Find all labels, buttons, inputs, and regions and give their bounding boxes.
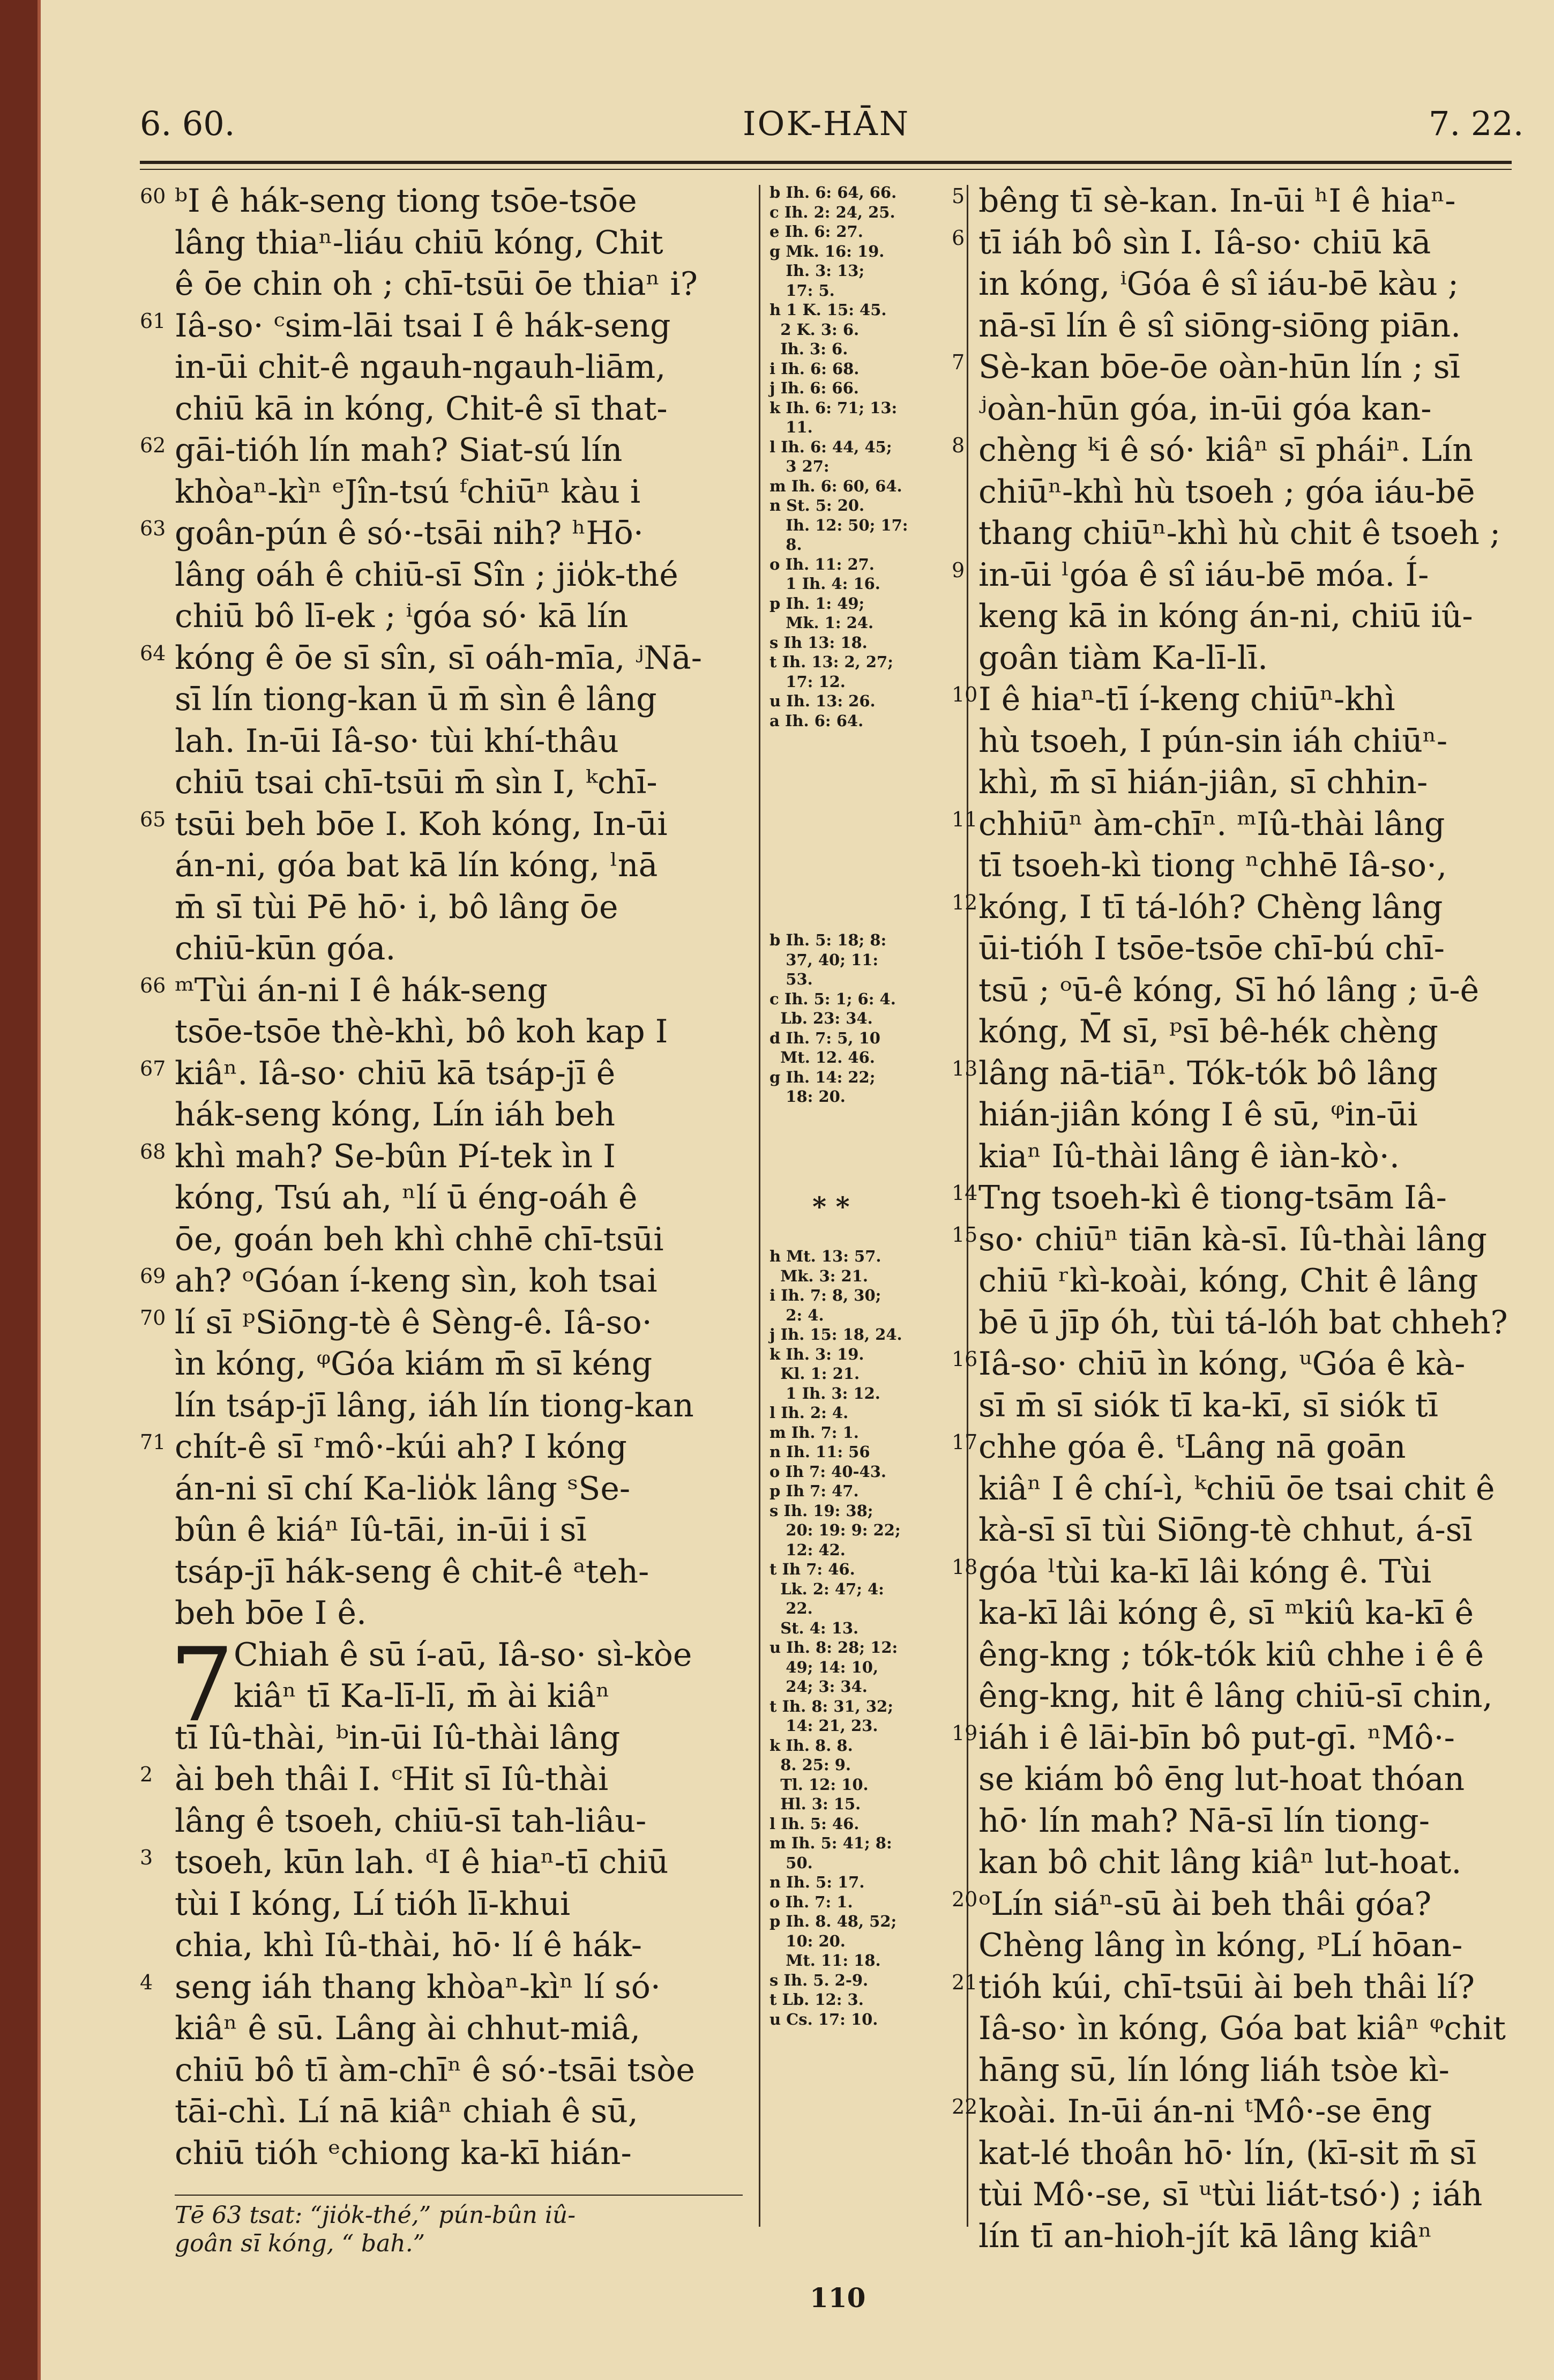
cross-reference: 14: 21, 23. bbox=[769, 1717, 878, 1735]
text-line: kiâⁿ. Iâ-so· chiū kā tsáp-jī ê bbox=[175, 1054, 616, 1092]
text-line: tsūi beh bōe I. Koh kóng, In-ūi bbox=[175, 805, 668, 843]
verse-number: 20 bbox=[952, 1887, 978, 1911]
cross-reference: Mt. 11: 18. bbox=[769, 1951, 881, 1969]
text-line: ìn kóng, ᵠGóa kiám m̄ sī kéng bbox=[175, 1345, 653, 1383]
text-line: bē ū jīp óh, tùi tá-lóh bat chheh? bbox=[978, 1303, 1508, 1341]
book-title: IOK-HĀN bbox=[743, 104, 910, 143]
header-rule-thin bbox=[140, 169, 1512, 170]
cross-reference: m Ih. 5: 41; 8: bbox=[769, 1834, 892, 1852]
text-line: in kóng, ⁱGóa ê sî iáu-bē kàu ; bbox=[978, 265, 1459, 303]
cross-reference: Lk. 2: 47; 4: bbox=[769, 1579, 884, 1598]
text-line: ài beh thâi I. ᶜHit sī Iû-thài bbox=[175, 1760, 609, 1798]
verse-number: 17 bbox=[952, 1430, 978, 1454]
text-line: chia, khì Iû-thài, hō· lí ê hák- bbox=[175, 1927, 642, 1964]
bible-page bbox=[38, 0, 1554, 2380]
text-line: lâng thiaⁿ-liáu chiū kóng, Chit bbox=[175, 223, 663, 262]
text-line: Iâ-so· ìn kóng, Góa bat kiâⁿ ᵠchit bbox=[978, 2010, 1506, 2047]
text-line: Iâ-so· chiū ìn kóng, ᵘGóa ê kà- bbox=[978, 1345, 1466, 1383]
cross-reference: Lb. 23: 34. bbox=[769, 1009, 873, 1027]
cross-reference: p Ih 7: 47. bbox=[769, 1482, 859, 1500]
verse-number: 15 bbox=[952, 1222, 978, 1247]
cross-reference: t Ih. 8: 31, 32; bbox=[769, 1697, 893, 1715]
cross-reference: 2 K. 3: 6. bbox=[769, 320, 860, 339]
text-line: Chèng lâng ìn kóng, ᵖLí hōan- bbox=[978, 1927, 1463, 1964]
text-line: seng iáh thang khòaⁿ-kìⁿ lí só· bbox=[175, 1968, 661, 2006]
cross-reference: u Cs. 17: 10. bbox=[769, 2010, 878, 2028]
verse-number: 71 bbox=[140, 1430, 166, 1454]
header-right-reference: 7. 22. bbox=[1429, 104, 1524, 143]
cross-reference: 53. bbox=[769, 970, 813, 988]
column-divider-right bbox=[967, 185, 968, 2227]
cross-reference: 1 Ih. 4: 16. bbox=[769, 575, 880, 593]
cross-reference: b Ih. 5: 18; 8: bbox=[769, 931, 887, 949]
cross-reference: 49; 14: 10, bbox=[769, 1658, 879, 1676]
text-line: chiū tsai chī-tsūi m̄ sìn I, ᵏchī- bbox=[175, 764, 658, 801]
verse-number: 60 bbox=[140, 184, 166, 208]
cross-reference: l Ih. 6: 44, 45; bbox=[769, 437, 892, 456]
text-line: tī iáh bô sìn I. Iâ-so· chiū kā bbox=[978, 223, 1431, 262]
chapter-number: 7 bbox=[169, 1626, 234, 1744]
text-line: keng kā in kóng án-ni, chiū iû- bbox=[978, 598, 1473, 635]
verse-number: 9 bbox=[952, 558, 965, 582]
verse-number: 14 bbox=[952, 1181, 978, 1205]
cross-reference: n Ih. 5: 17. bbox=[769, 1873, 865, 1891]
verse-number: 16 bbox=[952, 1347, 978, 1371]
verse-number: 67 bbox=[140, 1056, 166, 1080]
text-line: lí sī ᵖSiōng-tè ê Sèng-ê. Iâ-so· bbox=[175, 1303, 652, 1341]
text-line: hāng sū, lín lóng liáh tsòe kì- bbox=[978, 2051, 1450, 2089]
cross-reference: u Ih. 13: 26. bbox=[769, 692, 876, 710]
text-line: kóng ê ōe sī sîn, sī oáh-mīa, ʲNā- bbox=[175, 639, 702, 677]
cross-reference: St. 4: 13. bbox=[769, 1618, 859, 1637]
cross-reference: o Ih 7: 40-43. bbox=[769, 1462, 887, 1481]
cross-reference: Hl. 3: 15. bbox=[769, 1795, 861, 1813]
text-line: tsáp-jī hák-seng ê chit-ê ᵃteh- bbox=[175, 1553, 649, 1591]
header-left-reference: 6. 60. bbox=[140, 104, 235, 143]
cross-reference: u Ih. 8: 28; 12: bbox=[769, 1638, 898, 1657]
cross-reference: n St. 5: 20. bbox=[769, 496, 865, 514]
cross-reference: 37, 40; 11: bbox=[769, 950, 879, 969]
cross-reference: h 1 K. 15: 45. bbox=[769, 301, 887, 319]
cross-reference: 24; 3: 34. bbox=[769, 1677, 868, 1696]
cross-reference: 17: 5. bbox=[769, 281, 835, 300]
verse-number: 4 bbox=[140, 1970, 153, 1994]
cross-reference: Ih. 3: 13; bbox=[769, 262, 865, 280]
cross-reference: Ih. 12: 50; 17: bbox=[769, 516, 908, 534]
text-line: chiū-kūn góa. bbox=[175, 930, 396, 967]
cross-reference: 18: 20. bbox=[769, 1087, 846, 1106]
cross-reference: Mk. 1: 24. bbox=[769, 614, 874, 632]
text-line: ūi-tióh I tsōe-tsōe chī-bú chī- bbox=[978, 930, 1445, 967]
verse-number: 63 bbox=[140, 517, 166, 540]
text-line: nā-sī lín ê sî siōng-siōng piān. bbox=[978, 307, 1461, 345]
cross-reference: t Lb. 12: 3. bbox=[769, 1990, 864, 2009]
cross-reference: 10: 20. bbox=[769, 1931, 846, 1950]
text-line: so· chiūⁿ tiān kà-sī. Iû-thài lâng bbox=[978, 1220, 1487, 1258]
text-line: hō· lín mah? Nā-sī lín tiong- bbox=[978, 1802, 1430, 1840]
text-line: ᵇI ê hák-seng tiong tsōe-tsōe bbox=[175, 182, 637, 220]
text-line: khì mah? Se-bûn Pí-tek ìn I bbox=[175, 1137, 616, 1175]
verse-number: 66 bbox=[140, 973, 166, 997]
cross-reference: h Mt. 13: 57. bbox=[769, 1247, 881, 1265]
text-line: tsōe-tsōe thè-khì, bô koh kap I bbox=[175, 1013, 668, 1050]
text-line: Chiah ê sū í-aū, Iâ-so· sì-kòe bbox=[234, 1636, 692, 1674]
text-line: chiū bô tī àm-chīⁿ ê só·-tsāi tsòe bbox=[175, 2051, 695, 2089]
text-line: tùi Mô·-se, sī ᵘtùi liát-tsó·) ; iáh bbox=[978, 2176, 1483, 2213]
text-line: chiū kā in kóng, Chit-ê sī that- bbox=[175, 390, 668, 428]
verse-number: 18 bbox=[952, 1555, 978, 1579]
verse-number: 6 bbox=[952, 226, 965, 250]
text-line: kat-lé thoân hō· lín, (kī-sit m̄ sī bbox=[978, 2134, 1477, 2172]
text-line: ᵐTùi án-ni I ê hák-seng bbox=[175, 971, 548, 1009]
verse-number: 13 bbox=[952, 1056, 978, 1080]
cross-reference: 2: 4. bbox=[769, 1305, 824, 1324]
text-line: chiū bô lī-ek ; ⁱgóa só· kā lín bbox=[175, 598, 629, 635]
cross-reference: k Ih. 6: 71; 13: bbox=[769, 398, 898, 417]
text-line: hù tsoeh, I pún-sin iáh chiūⁿ- bbox=[978, 722, 1448, 760]
verse-number: 12 bbox=[952, 890, 978, 914]
cross-reference: Kl. 1: 21. bbox=[769, 1364, 860, 1383]
verse-number: 70 bbox=[140, 1305, 166, 1330]
text-line: tsoeh, kūn lah. ᵈI ê hiaⁿ-tī chiū bbox=[175, 1844, 669, 1881]
text-line: án-ni, góa bat kā lín kóng, ˡnā bbox=[175, 847, 658, 884]
text-line: lín tī an-hioh-jít kā lâng kiâⁿ bbox=[978, 2217, 1432, 2255]
text-line: ʲoàn-hūn góa, in-ūi góa kan- bbox=[978, 390, 1432, 428]
text-line: lín tsáp-jī lâng, iáh lín tiong-kan bbox=[175, 1386, 694, 1424]
cross-reference: 20: 19: 9: 22; bbox=[769, 1521, 901, 1539]
text-line: khì, m̄ sī hián-jiân, sī chhin- bbox=[978, 764, 1428, 801]
text-line: tùi I kóng, Lí tióh lī-khui bbox=[175, 1885, 571, 1923]
cross-reference: d Ih. 7: 5, 10 bbox=[769, 1028, 880, 1047]
text-line: lâng ê tsoeh, chiū-sī tah-liâu- bbox=[175, 1802, 647, 1840]
text-line: ōe, goán beh khì chhē chī-tsūi bbox=[175, 1220, 664, 1258]
text-line: iáh i ê lāi-bīn bô put-gī. ⁿMô·- bbox=[978, 1719, 1455, 1757]
cross-reference: g Ih. 14: 22; bbox=[769, 1068, 876, 1086]
text-line: bûn ê kiáⁿ Iû-tāi, in-ūi i sī bbox=[175, 1511, 587, 1549]
verse-number: 5 bbox=[952, 184, 965, 208]
footnote-line-2: goân sī kóng, “ bah.” bbox=[175, 2230, 425, 2257]
cross-reference: b Ih. 6: 64, 66. bbox=[769, 183, 897, 202]
text-line: m̄ sī tùi Pē hō· i, bô lâng ōe bbox=[175, 888, 618, 926]
text-line: tī tsoeh-kì tiong ⁿchhē Iâ-so·, bbox=[978, 847, 1447, 884]
column-divider-left bbox=[759, 185, 760, 2227]
text-line: kiaⁿ Iû-thài lâng ê iàn-kò·. bbox=[978, 1137, 1400, 1175]
verse-number: 19 bbox=[952, 1721, 978, 1745]
text-line: chít-ê sī ʳmô·-kúi ah? I kóng bbox=[175, 1428, 627, 1466]
verse-number: 2 bbox=[140, 1763, 153, 1786]
cross-reference: j Ih. 6: 66. bbox=[769, 379, 859, 397]
header-rule bbox=[140, 161, 1512, 164]
verse-number: 61 bbox=[140, 309, 166, 333]
text-line: lâng nā-tiāⁿ. Tók-tók bô lâng bbox=[978, 1054, 1438, 1092]
text-line: sī m̄ sī siók tī ka-kī, sī siók tī bbox=[978, 1386, 1438, 1424]
cross-reference: 22. bbox=[769, 1599, 813, 1617]
cross-reference: c Ih. 2: 24, 25. bbox=[769, 203, 895, 221]
text-line: gāi-tióh lín mah? Siat-sú lín bbox=[175, 431, 623, 469]
cross-reference: Mk. 3: 21. bbox=[769, 1266, 869, 1285]
text-line: kiâⁿ tī Ka-lī-lī, m̄ ài kiâⁿ bbox=[234, 1677, 610, 1715]
cross-reference: i Ih. 7: 8, 30; bbox=[769, 1286, 881, 1304]
text-line: hák-seng kóng, Lín iáh beh bbox=[175, 1096, 616, 1133]
text-line: kiâⁿ I ê chí-ì, ᵏchiū ōe tsai chit ê bbox=[978, 1469, 1495, 1508]
cross-reference: k Ih. 8. 8. bbox=[769, 1736, 853, 1755]
text-line: Tng tsoeh-kì ê tiong-tsām Iâ- bbox=[978, 1179, 1447, 1217]
cross-reference: 12: 42. bbox=[769, 1540, 846, 1559]
text-line: goân-pún ê só·-tsāi nih? ʰHō· bbox=[175, 514, 644, 552]
text-line: kóng, M̄ sī, ᵖsī bê-hék chèng bbox=[978, 1013, 1438, 1050]
verse-number: 10 bbox=[952, 683, 978, 706]
cross-reference: g Mk. 16: 19. bbox=[769, 242, 885, 260]
verse-number: 62 bbox=[140, 434, 166, 457]
text-line: hián-jiân kóng I ê sū, ᵠin-ūi bbox=[978, 1096, 1418, 1133]
cross-reference: l Ih. 2: 4. bbox=[769, 1404, 849, 1422]
cross-reference: l Ih. 5: 46. bbox=[769, 1814, 860, 1833]
cross-reference: p Ih. 1: 49; bbox=[769, 594, 865, 613]
cross-reference: 3 27: bbox=[769, 457, 830, 475]
footnote-line-1: Tē 63 tsat: “jio̍k-thé,” pún-bûn iû- bbox=[175, 2202, 576, 2229]
cross-reference: t Ih 7: 46. bbox=[769, 1560, 855, 1578]
text-line: êng-kng, hit ê lâng chiū-sī chin, bbox=[978, 1677, 1493, 1715]
cross-reference: p Ih. 8. 48, 52; bbox=[769, 1912, 897, 1930]
text-line: chiū ʳkì-koài, kóng, Chit ê lâng bbox=[978, 1262, 1478, 1300]
text-line: án-ni sī chí Ka-lio̍k lâng ˢSe- bbox=[175, 1469, 631, 1508]
text-line: sī lín tiong-kan ū m̄ sìn ê lâng bbox=[175, 681, 657, 718]
verse-number: 65 bbox=[140, 807, 166, 831]
cross-reference: a Ih. 6: 64. bbox=[769, 711, 864, 730]
cross-reference: 17: 12. bbox=[769, 672, 846, 691]
cross-reference: s Ih 13: 18. bbox=[769, 633, 868, 652]
cross-reference: 50. bbox=[769, 1853, 813, 1872]
cross-reference: Tl. 12: 10. bbox=[769, 1775, 869, 1794]
cross-reference: i Ih. 6: 68. bbox=[769, 359, 860, 378]
cross-reference: k Ih. 3: 19. bbox=[769, 1345, 864, 1363]
verse-number: 11 bbox=[952, 807, 978, 831]
text-line: chiū tióh ᵉchiong ka-kī hián- bbox=[175, 2134, 632, 2172]
cross-reference: t Ih. 13: 2, 27; bbox=[769, 653, 893, 671]
verse-number: 8 bbox=[952, 434, 965, 457]
text-line: kóng, I tī tá-lóh? Chèng lâng bbox=[978, 888, 1443, 926]
text-line: goân tiàm Ka-lī-lī. bbox=[978, 639, 1268, 677]
text-line: khòaⁿ-kìⁿ ᵉJîn-tsú ᶠchiūⁿ kàu i bbox=[175, 473, 641, 511]
text-line: koài. In-ūi án-ni ᵗMô·-se ēng bbox=[978, 2093, 1432, 2130]
text-line: tióh kúi, chī-tsūi ài beh thâi lí? bbox=[978, 1968, 1475, 2006]
text-line: chiūⁿ-khì hù tsoeh ; góa iáu-bē bbox=[978, 473, 1475, 511]
cross-reference: n Ih. 11: 56 bbox=[769, 1443, 870, 1461]
cross-reference: Ih. 3: 6. bbox=[769, 340, 848, 358]
text-line: kóng, Tsú ah, ⁿlí ū éng-oáh ê bbox=[175, 1179, 638, 1217]
text-line: ê ōe chin oh ; chī-tsūi ōe thiaⁿ i? bbox=[175, 265, 698, 303]
text-line: in-ūi chit-ê ngauh-ngauh-liām, bbox=[175, 348, 666, 386]
text-line: Iâ-so· ᶜsim-lāi tsai I ê hák-seng bbox=[175, 307, 671, 345]
section-stars: * * bbox=[812, 1191, 850, 1222]
text-line: in-ūi ˡgóa ê sî iáu-bē móa. Í- bbox=[978, 556, 1429, 594]
text-line: kan bô chit lâng kiâⁿ lut-hoat. bbox=[978, 1844, 1462, 1881]
verse-number: 22 bbox=[952, 2095, 978, 2118]
cross-reference: o Ih. 11: 27. bbox=[769, 555, 875, 573]
text-line: chhiūⁿ àm-chīⁿ. ᵐIû-thài lâng bbox=[978, 805, 1445, 843]
text-line: I ê hiaⁿ-tī í-keng chiūⁿ-khì bbox=[978, 681, 1395, 718]
verse-number: 7 bbox=[952, 350, 965, 374]
cross-reference: j Ih. 15: 18, 24. bbox=[769, 1325, 902, 1344]
cross-reference: 1 Ih. 3: 12. bbox=[769, 1384, 880, 1402]
text-line: se kiám bô ēng lut-hoat thóan bbox=[978, 1760, 1465, 1798]
cross-reference: s Ih. 5. 2-9. bbox=[769, 1971, 869, 1989]
cross-reference: 11. bbox=[769, 418, 813, 436]
cross-reference: m Ih. 7: 1. bbox=[769, 1423, 859, 1442]
text-line: êng-kng ; tók-tók kiû chhe i ê ê bbox=[978, 1636, 1484, 1674]
cross-reference: 8. bbox=[769, 535, 802, 554]
text-line: kiâⁿ ê sū. Lâng ài chhut-miâ, bbox=[175, 2010, 641, 2047]
verse-number: 69 bbox=[140, 1264, 166, 1288]
verse-number: 21 bbox=[952, 1970, 978, 1994]
cross-reference: 8. 25: 9. bbox=[769, 1756, 851, 1774]
text-line: Sè-kan bōe-ōe oàn-hūn lín ; sī bbox=[978, 348, 1460, 386]
verse-number: 3 bbox=[140, 1846, 153, 1869]
text-line: bêng tī sè-kan. In-ūi ʰI ê hiaⁿ- bbox=[978, 182, 1456, 220]
text-line: tsū ; ᵒū-ê kóng, Sī hó lâng ; ū-ê bbox=[978, 971, 1480, 1009]
page-number: 110 bbox=[810, 2282, 866, 2314]
text-line: ah? ᵒGóan í-keng sìn, koh tsai bbox=[175, 1262, 658, 1300]
text-line: lâng oáh ê chiū-sī Sîn ; jio̍k-thé bbox=[175, 556, 678, 594]
cross-reference: s Ih. 19: 38; bbox=[769, 1501, 873, 1520]
cross-reference: m Ih. 6: 60, 64. bbox=[769, 476, 902, 495]
text-line: ka-kī lâi kóng ê, sī ᵐkiû ka-kī ê bbox=[978, 1594, 1474, 1632]
text-line: kà-sī sī tùi Siōng-tè chhut, á-sī bbox=[978, 1511, 1473, 1549]
cross-reference: e Ih. 6: 27. bbox=[769, 222, 863, 241]
text-line: beh bōe I ê. bbox=[175, 1594, 367, 1632]
verse-number: 64 bbox=[140, 641, 166, 665]
text-line: ᵒLín siáⁿ-sū ài beh thâi góa? bbox=[978, 1885, 1432, 1923]
text-line: tī Iû-thài, ᵇin-ūi Iû-thài lâng bbox=[175, 1719, 621, 1757]
text-line: chhe góa ê. ᵗLâng nā goān bbox=[978, 1428, 1406, 1466]
text-line: lah. In-ūi Iâ-so· tùi khí-thâu bbox=[175, 722, 619, 760]
text-line: thang chiūⁿ-khì hù chit ê tsoeh ; bbox=[978, 514, 1501, 552]
footnote-rule bbox=[175, 2195, 743, 2196]
text-line: tāi-chì. Lí nā kiâⁿ chiah ê sū, bbox=[175, 2093, 638, 2130]
cross-reference: o Ih. 7: 1. bbox=[769, 1892, 853, 1911]
cross-reference: c Ih. 5: 1; 6: 4. bbox=[769, 989, 896, 1008]
cross-reference: Mt. 12. 46. bbox=[769, 1048, 875, 1066]
text-line: góa ˡtùi ka-kī lâi kóng ê. Tùi bbox=[978, 1553, 1432, 1591]
verse-number: 68 bbox=[140, 1139, 166, 1163]
text-line: chèng ᵏi ê só· kiâⁿ sī pháiⁿ. Lín bbox=[978, 431, 1473, 469]
